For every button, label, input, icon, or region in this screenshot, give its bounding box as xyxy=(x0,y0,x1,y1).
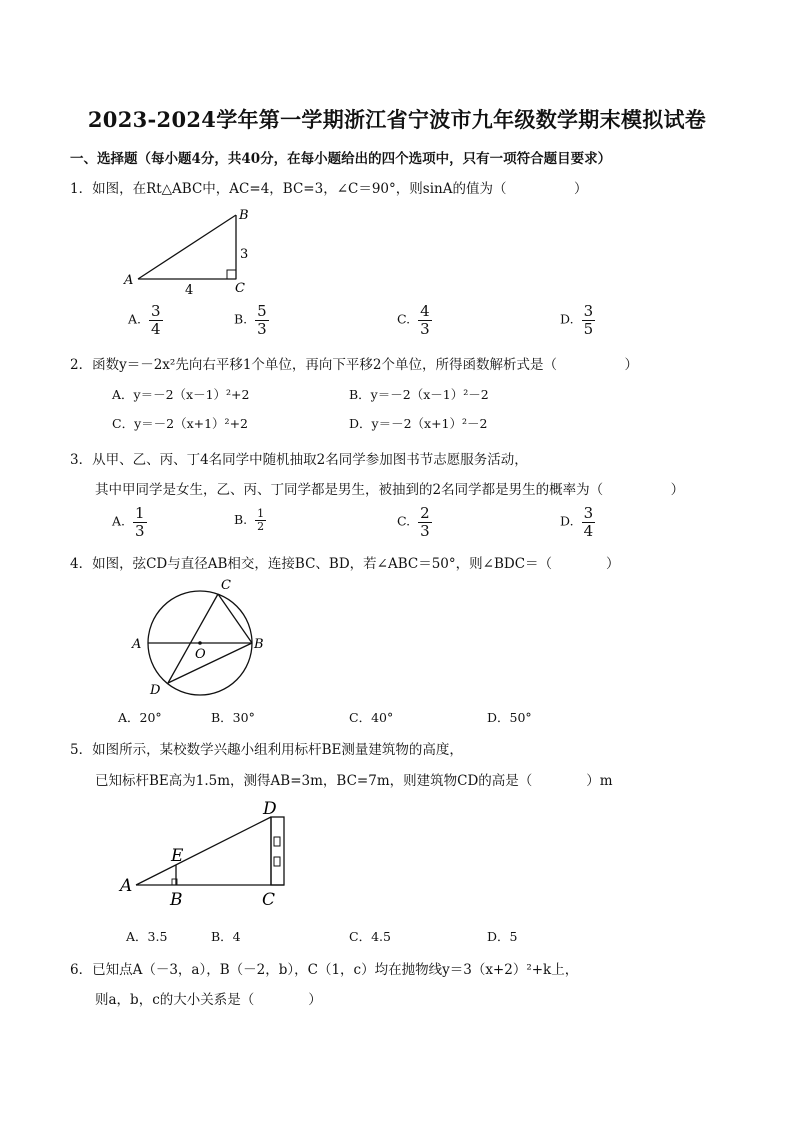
q5-label-c: C xyxy=(262,890,276,910)
q4-label-c: C xyxy=(221,578,231,593)
q5-label-a: A xyxy=(120,876,133,896)
q1-label-b: B xyxy=(239,208,249,223)
q4-label-o: O xyxy=(195,647,206,662)
q5-option-d: D．5 xyxy=(487,929,518,944)
q1-triangle-figure xyxy=(118,203,268,298)
question-5-stem-line2: 已知标杆BE高为1.5m，测得AB=3m，BC=7m，则建筑物CD的高是（ ）m xyxy=(95,773,613,789)
q3-option-a: A. $\frac{1}{3}$ xyxy=(112,504,145,540)
q2-option-a: A．y＝－2（x－1）²+2 xyxy=(112,387,250,402)
q4-option-a: A．20° xyxy=(118,710,162,725)
q5-label-e: E xyxy=(171,846,184,866)
q1-side-ac: 4 xyxy=(185,283,194,298)
q5-building-figure xyxy=(118,797,298,915)
question-4-stem: 4．如图，弦CD与直径AB相交，连接BC、BD，若∠ABC＝50°，则∠BDC＝（ ） xyxy=(70,556,620,572)
question-5-stem-line1: 5．如图所示，某校数学兴趣小组利用标杆BE测量建筑物的高度， xyxy=(70,742,463,758)
q1-label-c: C xyxy=(235,281,245,296)
q2-option-d: D．y＝－2（x+1）²－2 xyxy=(349,416,488,431)
q5-option-c: C．4.5 xyxy=(349,929,391,944)
page-title: 2023-2024学年第一学期浙江省宁波市九年级数学期末模拟试卷 xyxy=(87,107,707,132)
q4-label-a: A xyxy=(132,637,142,652)
q4-circle-figure xyxy=(126,575,276,700)
q1-option-c: C. $\frac{4}{3}$ xyxy=(397,302,430,338)
q5-label-b: B xyxy=(170,890,183,910)
q4-label-d: D xyxy=(150,683,161,698)
q5-label-d: D xyxy=(263,799,277,819)
q3-option-c: C. $\frac{2}{3}$ xyxy=(397,504,430,540)
question-1-stem: 1．如图，在Rt△ABC中，AC=4，BC=3，∠C＝90°，则sinA的值为（ ） xyxy=(70,181,588,197)
q1-option-a: A. $\frac{3}{4}$ xyxy=(128,302,161,338)
section-heading: 一、选择题（每小题4分，共40分，在每小题给出的四个选项中，只有一项符合题目要求） xyxy=(70,151,612,167)
q3-option-b: B. $\frac{1}{2}$ xyxy=(234,507,265,534)
q4-option-c: C．40° xyxy=(349,710,394,725)
q1-option-b: B. $\frac{5}{3}$ xyxy=(234,302,267,338)
q1-option-d: D. $\frac{3}{5}$ xyxy=(560,302,594,338)
question-2-stem: 2．函数y＝－2x²先向右平移1个单位，再向下平移2个单位，所得函数解析式是（ ） xyxy=(70,357,639,373)
q5-option-b: B．4 xyxy=(211,929,241,944)
question-3-stem-line2: 其中甲同学是女生，乙、丙、丁同学都是男生，被抽到的2名同学都是男生的概率为（ ） xyxy=(95,482,685,498)
q3-option-d: D. $\frac{3}{4}$ xyxy=(560,504,594,540)
q1-side-bc: 3 xyxy=(240,247,249,262)
q4-option-d: D．50° xyxy=(487,710,532,725)
q5-option-a: A．3.5 xyxy=(126,929,168,944)
q2-option-c: C．y＝－2（x+1）²+2 xyxy=(112,416,248,431)
question-6-stem-line2: 则a，b，c的大小关系是（ ） xyxy=(95,992,322,1008)
question-3-stem-line1: 3．从甲、乙、丙、丁4名同学中随机抽取2名同学参加图书节志愿服务活动， xyxy=(70,452,528,468)
q4-option-b: B．30° xyxy=(211,710,255,725)
q1-label-a: A xyxy=(124,273,134,288)
question-6-stem-line1: 6．已知点A（－3，a），B（－2，b），C（1，c）均在抛物线y＝3（x+2）²+k上， xyxy=(70,962,579,978)
q2-option-b: B．y＝－2（x－1）²－2 xyxy=(349,387,489,402)
q4-label-b: B xyxy=(254,637,264,652)
